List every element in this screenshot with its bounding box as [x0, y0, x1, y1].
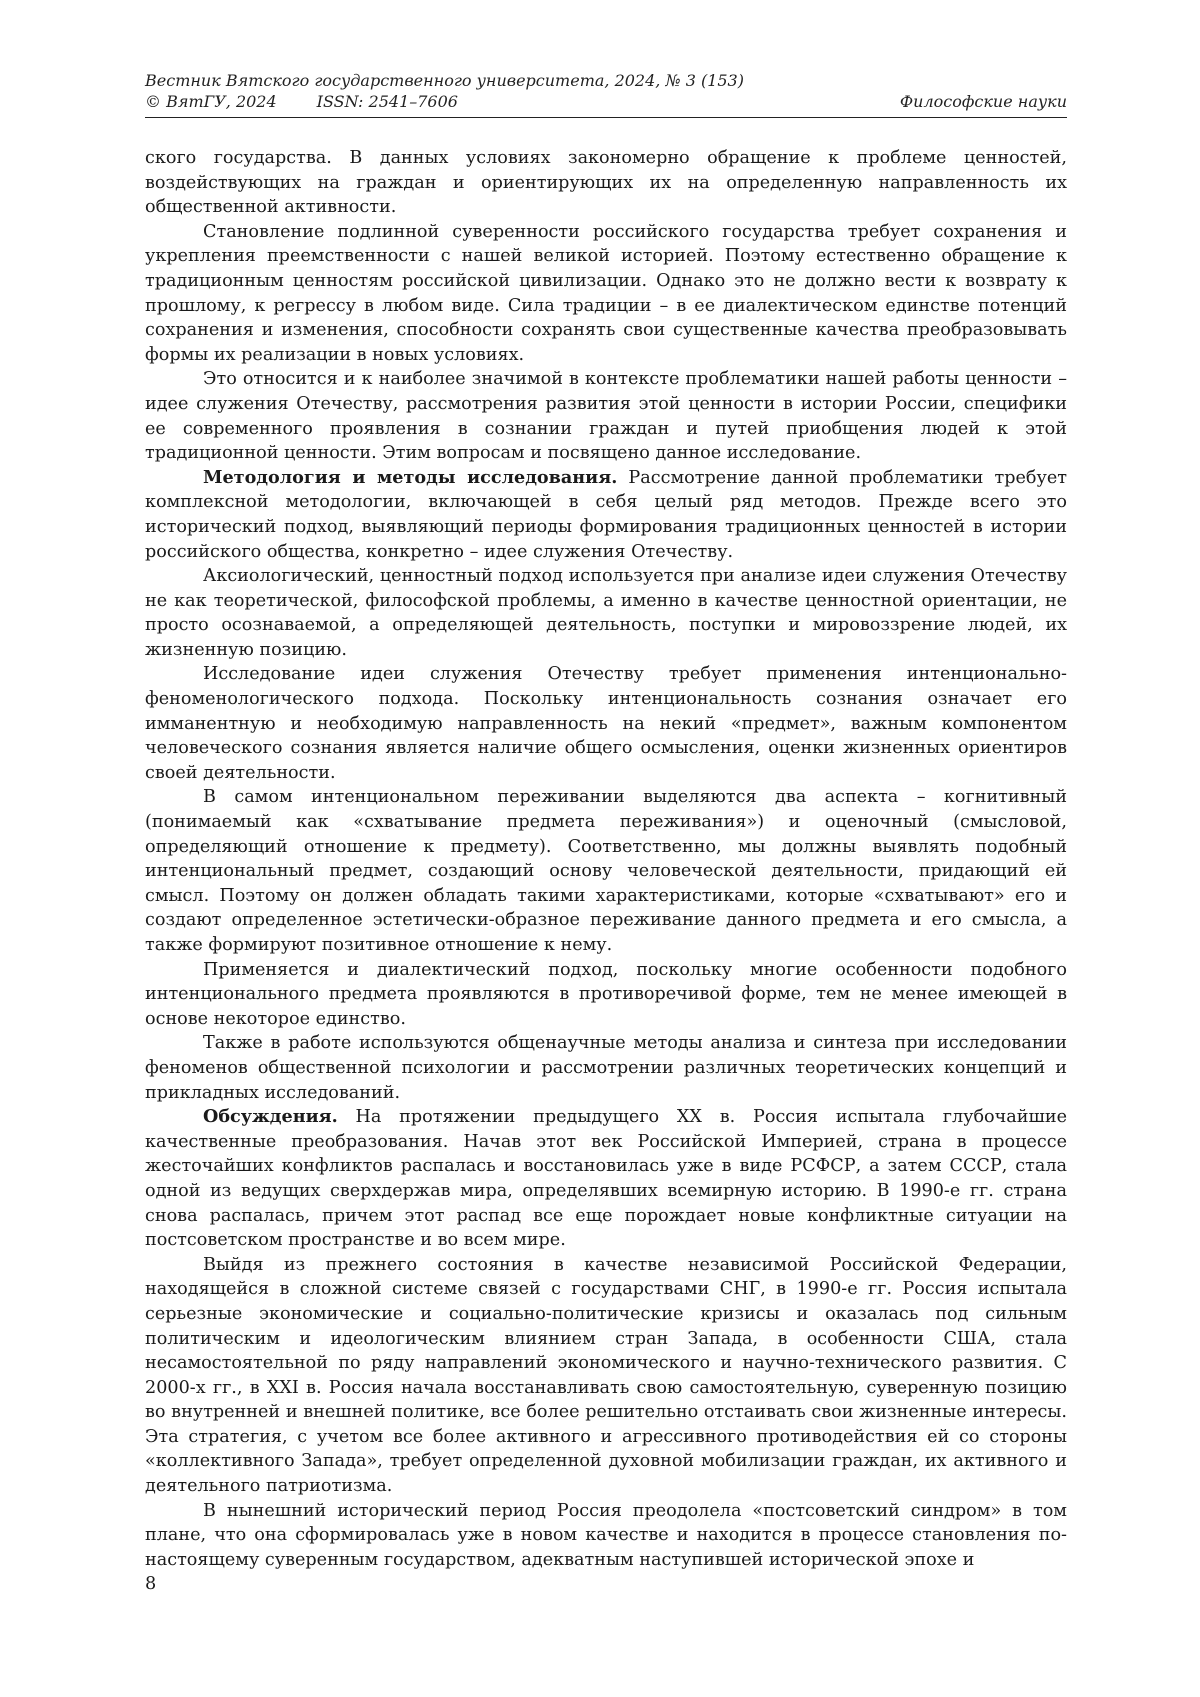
header-divider — [145, 117, 1067, 118]
section-heading: Обсуждения. — [203, 1106, 338, 1127]
issn: ISSN: 2541–7606 — [317, 92, 458, 111]
header-meta-row — [145, 91, 1067, 112]
paragraph: Применяется и диалектический подход, поскольку многие особенности подобного интенционального предмета проявляются в противоречивой форме, тем не менее имеющей в основе некоторое единство. — [145, 958, 1067, 1032]
paragraph: Становление подлинной суверенности российского государства требует сохранения и укрепления преемственности с нашей великой историей. Поэтому естественно обращение к традиционным ценностям российской цивилизации. Однако это не должно вести к возврату к прошлому, к регрессу в любом виде. Сила традиции – в ее диалектическом единстве потенций сохранения и изменения, способности сохранять свои существенные качества преобразовывать формы их реализации в новых условиях. — [145, 220, 1067, 368]
section-heading: Методология и методы исследования. — [203, 467, 617, 488]
paragraph: ского государства. В данных условиях закономерно обращение к проблеме ценностей, воздействующих на граждан и ориентирующих их на определенную направленность их общественной активности. — [145, 146, 1067, 220]
section-discussion: Обсуждения. На протяжении предыдущего XX в. Россия испытала глубочайшие качественные преобразования. Начав этот век Российской Империей, страна в процессе жесточайших конфликтов распалась и восстановилась уже в виде РСФСР, а затем СССР, стала одной из ведущих сверхдержав мира, определявших всемирную историю. В 1990-е гг. страна снова распалась, причем этот распад все еще порождает новые конфликтные ситуации на постсоветском пространстве и во всем мире. — [145, 1105, 1067, 1253]
paragraph: Исследование идеи служения Отечеству требует применения интенционально-феноменологического подхода. Поскольку интенциональность сознания означает его имманентную и необходимую направленность на некий «предмет», важным компонентом человеческого сознания является наличие общего осмысления, оценки жизненных ориентиров своей деятельности. — [145, 662, 1067, 785]
header-left — [145, 91, 458, 112]
paragraph: Аксиологический, ценностный подход используется при анализе идеи служения Отечеству не как теоретической, философской проблемы, а именно в качестве ценностной ориентации, не просто осознаваемой, а определяющей деятельность, поступки и мировоззрение людей, их жизненную позицию. — [145, 564, 1067, 662]
paragraph: Это относится и к наиболее значимой в контексте проблематики нашей работы ценности – идее служения Отечеству, рассмотрения развития этой ценности в истории России, специфики ее современного проявления в сознании граждан и путей приобщения людей к этой традиционной ценности. Этим вопросам и посвящено данное исследование. — [145, 367, 1067, 465]
running-header — [145, 70, 1067, 112]
article-body — [145, 146, 1067, 1572]
copyright-notice: © ВятГУ, 2024 — [145, 92, 277, 111]
section-name: Философские науки — [900, 91, 1067, 112]
paragraph: Также в работе используются общенаучные методы анализа и синтеза при исследовании феноменов общественной психологии и рассмотрении различных теоретических концепций и прикладных исследований. — [145, 1031, 1067, 1105]
section-methodology: Методология и методы исследования. Рассмотрение данной проблематики требует комплексной методологии, включающей в себя целый ряд методов. Прежде всего это исторический подход, выявляющий периоды формирования традиционных ценностей в истории российского общества, конкретно – идее служения Отечеству. — [145, 466, 1067, 564]
paragraph: В самом интенциональном переживании выделяются два аспекта – когнитивный (понимаемый как «схватывание предмета переживания») и оценочный (смысловой, определяющий отношение к предмету). Соответственно, мы должны выявлять подобный интенциональный предмет, создающий основу человеческой деятельности, придающий ей смысл. Поэтому он должен обладать такими характеристиками, которые «схватывают» его и создают определенное эстетически-образное переживание данного предмета и его смысла, а также формируют позитивное отношение к нему. — [145, 785, 1067, 957]
paragraph: В нынешний исторический период Россия преодолела «постсоветский синдром» в том плане, что она сформировалась уже в новом качестве и находится в процессе становления по-настоящему суверенным государством, адекватным наступившей исторической эпохе и — [145, 1499, 1067, 1573]
page-number: 8 — [145, 1573, 156, 1595]
paragraph: Выйдя из прежнего состояния в качестве независимой Российской Федерации, находящейся в сложной системе связей с государствами СНГ, в 1990-е гг. Россия испытала серьезные экономические и социально-политические кризисы и оказалась под сильным политическим и идеологическим влиянием стран Запада, в особенности США, стала несамостоятельной по ряду направлений экономического и научно-технического развития. С 2000-х гг., в XXI в. Россия начала восстанавливать свою самостоятельную, суверенную позицию во внутренней и внешней политике, все более решительно отстаивать свои жизненные интересы. Эта стратегия, с учетом все более активного и агрессивного противодействия ей со стороны «коллективного Запада», требует определенной духовной мобилизации граждан, их активного и деятельного патриотизма. — [145, 1253, 1067, 1499]
journal-title: Вестник Вятского государственного университета, 2024, № 3 (153) — [145, 70, 1067, 91]
